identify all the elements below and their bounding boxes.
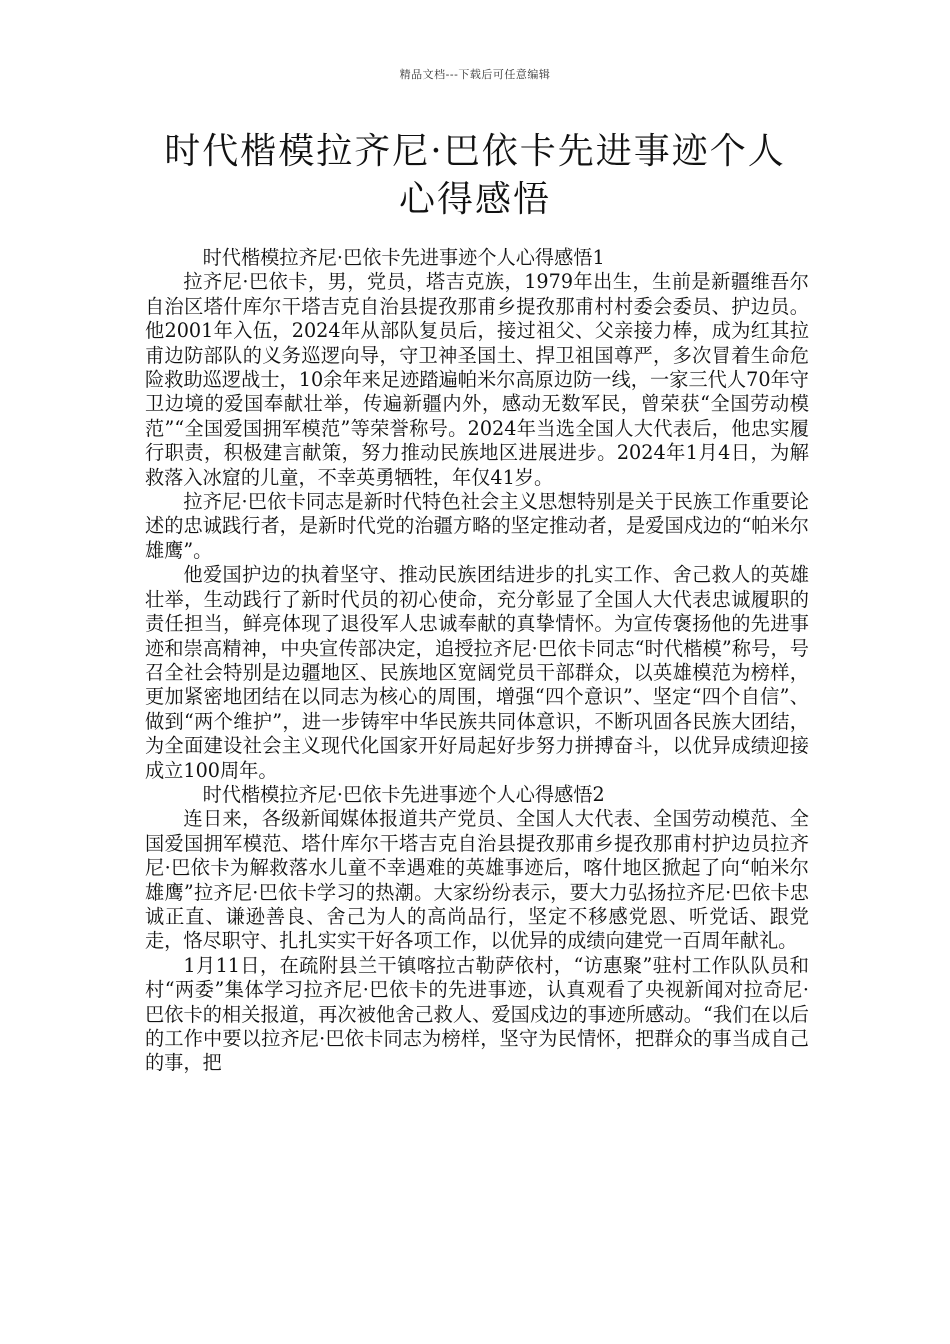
- document-body: [145, 246, 809, 1076]
- paragraph: 1月11日，在疏附县兰干镇喀拉古勒萨依村，“访惠聚”驻村工作队队员和村“两委”集体学习拉齐尼·巴依卡的先进事迹，认真观看了央视新闻对拉奇尼·巴依卡的相关报道，再次被他舍己救人、爱国戍边的事迹所感动。“我们在以后的工作中要以拉齐尼·巴依卡同志为榜样，坚守为民情怀，把群众的事当成自己的事，把: [145, 953, 809, 1075]
- document-title: 时代楷模拉齐尼·巴依卡先进事迹个人心得感悟: [164, 131, 786, 220]
- section-heading-2: 时代楷模拉齐尼·巴依卡先进事迹个人心得感悟2: [202, 782, 605, 806]
- section-heading-1: 时代楷模拉齐尼·巴依卡先进事迹个人心得感悟1: [202, 246, 605, 269]
- page-header: 精品文档---下载后可任意编辑: [399, 68, 551, 81]
- paragraph: 拉齐尼·巴依卡同志是新时代特色社会主义思想特别是关于民族工作重要论述的忠诚践行者，是新时代党的治疆方略的坚定推动者，是爱国戍边的“帕米尔雄鹰”。: [145, 490, 809, 562]
- paragraph: 拉齐尼·巴依卡，男，党员，塔吉克族，1979年出生，生前是新疆维吾尔自治区塔什库尔干塔吉克自治县提孜那甫乡提孜那甫村村委会委员、护边员。他2001年入伍，2024年从部队复员后，接过祖父、父亲接力棒，成为红其拉甫边防部队的义务巡逻向导，守卫神圣国土、捍卫祖国尊严，多次冒着生命危险救助巡逻战士，10余年来足迹踏遍帕米尔高原边防一线，一家三代人70年守卫边境的爱国奉献壮举，传遍新疆内外，感动无数军民，曾荣获“全国劳动模范”“全国爱国拥军模范”等荣誉称号。2024年当选全国人大代表后，他忠实履行职责，积极建言献策，努力推动民族地区进展进步。2024年1月4日，为解救落入冰窟的儿童，不幸英勇牺牲，年仅41岁。: [145, 270, 809, 489]
- paragraph: 连日来，各级新闻媒体报道共产党员、全国人大代表、全国劳动模范、全国爱国拥军模范、塔什库尔干塔吉克自治县提孜那甫乡提孜那甫村护边员拉齐尼·巴依卡为解救落水儿童不幸遇难的英雄事迹后，喀什地区掀起了向“帕米尔雄鹰”拉齐尼·巴依卡学习的热潮。大家纷纷表示，要大力弘扬拉齐尼·巴依卡忠诚正直、谦逊善良、舍己为人的高尚品行，坚定不移感党恩、听党话、跟党走，恪尽职守、扎扎实实干好各项工作，以优异的成绩向建党一百周年献礼。: [145, 807, 809, 953]
- paragraph: 他爱国护边的执着坚守、推动民族团结进步的扎实工作、舍己救人的英雄壮举，生动践行了新时代员的初心使命，充分彰显了全国人大代表忠诚履职的责任担当，鲜亮体现了退役军人忠诚奉献的真挚情怀。为宣传褒扬他的先进事迹和崇高精神，中央宣传部决定，追授拉齐尼·巴依卡同志“时代楷模”称号，号召全社会特别是边疆地区、民族地区宽阔党员干部群众，以英雄模范为榜样，更加紧密地团结在以同志为核心的周围，增强“四个意识”、坚定“四个自信”、做到“两个维护”，进一步铸牢中华民族共同体意识，不断巩固各民族大团结，为全面建设社会主义现代化国家开好局起好步努力拼搏奋斗，以优异成绩迎接成立100周年。: [145, 563, 809, 782]
